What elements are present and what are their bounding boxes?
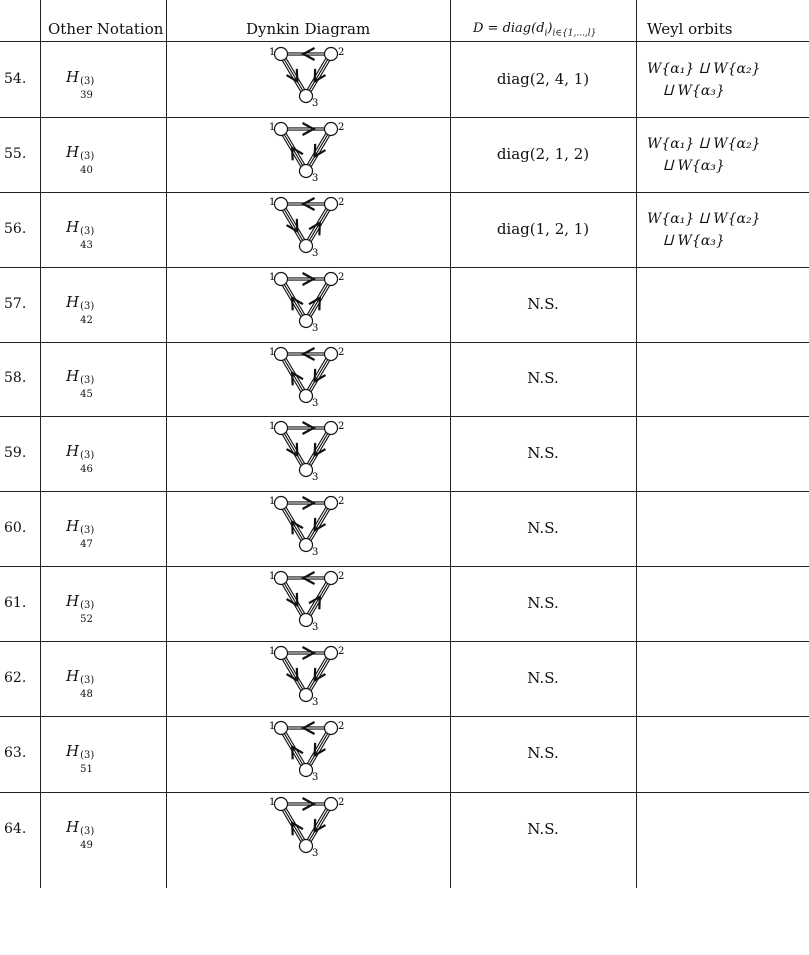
node-label-2: 2: [338, 646, 345, 657]
row-d-value: N.S.: [527, 819, 559, 838]
notation-symbol: H: [66, 142, 80, 161]
edge-1-3-line: [286, 58, 304, 89]
node-1: [275, 798, 288, 811]
weyl-line-2: ⨿ W{α₃}: [663, 233, 725, 249]
row-rule: [0, 566, 809, 567]
node-label-3: 3: [312, 772, 319, 782]
node-label-3: 3: [312, 472, 319, 482]
row-number: 58.: [4, 370, 27, 386]
row-notation: [66, 516, 95, 550]
node-label-1: 1: [269, 421, 276, 432]
dynkin-svg: [265, 196, 345, 258]
header-d-prefix: D = diag(d: [473, 21, 545, 36]
dynkin-svg: [265, 271, 345, 333]
node-label-1: 1: [269, 646, 276, 657]
dynkin-svg: [265, 420, 345, 482]
node-label-3: 3: [312, 622, 319, 632]
node-1: [275, 273, 288, 286]
node-2: [325, 422, 338, 435]
notation-sup: (3): [80, 75, 95, 87]
dynkin-svg: [265, 720, 345, 782]
row-notation: [66, 741, 95, 775]
node-3: [300, 315, 313, 328]
edge-1-3-line: [284, 810, 302, 841]
node-label-1: 1: [269, 571, 276, 582]
notation-sub: 48: [80, 688, 93, 700]
node-label-3: 3: [312, 697, 319, 707]
col-rule: [40, 0, 41, 888]
row-rule: [0, 416, 809, 417]
row-weyl-orbits: [647, 58, 761, 102]
edge-1-2-arrow: [304, 48, 315, 60]
node-2: [325, 497, 338, 510]
notation-sup: (3): [80, 674, 95, 686]
notation-symbol: H: [66, 292, 80, 311]
dynkin-svg: [265, 645, 345, 707]
weyl-line-1: W{α₁} ⨿ W{α₂}: [647, 211, 761, 227]
node-label-3: 3: [312, 547, 319, 557]
header-dynkin-diagram: Dynkin Diagram: [246, 20, 371, 38]
node-1: [275, 572, 288, 585]
edge-2-3-line: [307, 732, 325, 763]
header-weyl-orbits: Weyl orbits: [647, 20, 733, 38]
notation-sup: (3): [80, 449, 95, 461]
col-rule: [166, 0, 167, 888]
notation-sub: 43: [80, 239, 93, 251]
node-label-1: 1: [269, 496, 276, 507]
node-label-3: 3: [312, 848, 319, 858]
node-2: [325, 273, 338, 286]
col-rule: [636, 0, 637, 888]
row-rule: [0, 192, 809, 193]
row-d-value: N.S.: [527, 743, 559, 762]
edge-1-2-arrow: [303, 273, 314, 285]
node-label-2: 2: [338, 47, 345, 58]
notation-sub: 40: [80, 164, 93, 176]
edge-1-3-line: [286, 582, 304, 613]
node-2: [325, 647, 338, 660]
node-1: [275, 497, 288, 510]
edge-1-3-line: [286, 208, 304, 239]
node-label-2: 2: [338, 421, 345, 432]
node-label-2: 2: [338, 571, 345, 582]
edge-2-3-line: [307, 58, 325, 89]
row-weyl-orbits: [647, 208, 761, 252]
row-rule: [0, 792, 809, 793]
edge-2-3-line: [307, 507, 325, 538]
weyl-line-1: W{α₁} ⨿ W{α₂}: [647, 136, 761, 152]
edge-1-2-arrow: [304, 348, 315, 360]
edge-2-3-line: [307, 657, 325, 688]
node-label-1: 1: [269, 721, 276, 732]
row-rule: [0, 716, 809, 717]
row-weyl-orbits: [647, 133, 761, 177]
dynkin-diagram: [265, 346, 345, 408]
node-2: [325, 198, 338, 211]
node-1: [275, 647, 288, 660]
notation-symbol: H: [66, 367, 80, 385]
node-1: [275, 198, 288, 211]
row-number: 64.: [4, 820, 27, 837]
notation-sub: 47: [80, 538, 93, 550]
dynkin-diagram: [265, 570, 345, 632]
dynkin-diagram: [265, 271, 345, 333]
edge-1-3-line: [284, 285, 302, 316]
edge-1-2-arrow: [303, 422, 314, 434]
node-1: [275, 422, 288, 435]
notation-sup: (3): [80, 749, 95, 761]
row-number: 56.: [4, 220, 27, 237]
node-label-3: 3: [312, 173, 319, 183]
node-label-1: 1: [269, 47, 276, 58]
row-d-value: N.S.: [527, 668, 559, 687]
edge-2-3-line: [309, 584, 327, 615]
edge-2-3-line: [307, 432, 325, 463]
row-notation: [66, 441, 95, 475]
node-3: [300, 165, 313, 178]
edge-1-3-line: [286, 432, 304, 463]
row-d-value: diag(2, 4, 1): [496, 69, 590, 88]
row-number: 60.: [4, 519, 27, 536]
node-3: [300, 390, 313, 403]
node-3: [300, 764, 313, 777]
edge-1-2-arrow: [303, 497, 314, 509]
node-3: [300, 464, 313, 477]
node-label-1: 1: [269, 272, 276, 283]
node-label-3: 3: [312, 98, 319, 108]
node-2: [325, 48, 338, 61]
dynkin-diagram: [265, 46, 345, 108]
notation-symbol: H: [66, 817, 80, 836]
notation-sup: (3): [80, 300, 95, 312]
node-3: [300, 240, 313, 253]
edge-1-2-arrow: [304, 198, 315, 210]
dynkin-diagram: [265, 645, 345, 707]
node-label-1: 1: [269, 797, 276, 808]
notation-sub: 51: [80, 763, 93, 775]
node-2: [325, 798, 338, 811]
row-number: 57.: [4, 295, 27, 312]
node-3: [300, 614, 313, 627]
node-label-3: 3: [312, 248, 319, 258]
node-1: [275, 123, 288, 136]
notation-symbol: H: [66, 591, 80, 610]
dynkin-diagram: [265, 495, 345, 557]
row-number: 55.: [4, 145, 27, 162]
header-d-sub: i: [544, 28, 548, 39]
notation-sub: 49: [80, 839, 93, 851]
node-label-1: 1: [269, 197, 276, 208]
dynkin-svg: [265, 495, 345, 557]
notation-sup: (3): [80, 825, 95, 837]
row-d-value: N.S.: [527, 369, 559, 387]
header-d-close: ): [547, 21, 553, 36]
row-rule: [0, 491, 809, 492]
edge-2-3-line: [309, 210, 327, 241]
dynkin-svg: [265, 346, 345, 408]
node-label-1: 1: [269, 347, 276, 358]
node-label-2: 2: [338, 496, 345, 507]
node-2: [325, 572, 338, 585]
dynkin-svg: [265, 796, 345, 858]
edge-2-3-line: [307, 808, 325, 839]
header-rule: [0, 41, 809, 42]
node-label-2: 2: [338, 272, 345, 283]
node-1: [275, 722, 288, 735]
node-label-2: 2: [338, 347, 345, 358]
dynkin-diagram: [265, 196, 345, 258]
edge-1-2-arrow: [303, 798, 314, 810]
node-3: [300, 840, 313, 853]
row-number: 62.: [4, 669, 27, 686]
row-d-value: N.S.: [527, 294, 559, 313]
notation-symbol: H: [66, 217, 80, 236]
node-3: [300, 539, 313, 552]
dynkin-diagram: [265, 420, 345, 482]
row-notation: [66, 217, 95, 251]
notation-symbol: H: [66, 516, 80, 535]
edge-2-3-line: [307, 133, 325, 164]
edge-1-3-line: [286, 657, 304, 688]
edge-1-3-line: [284, 734, 302, 765]
node-3: [300, 689, 313, 702]
edge-1-3-line: [284, 135, 302, 166]
edge-2-3-line: [307, 358, 325, 389]
weyl-line-1: W{α₁} ⨿ W{α₂}: [647, 61, 761, 77]
dynkin-svg: [265, 570, 345, 632]
row-notation: [66, 666, 95, 700]
row-rule: [0, 641, 809, 642]
row-rule: [0, 117, 809, 118]
row-notation: [66, 67, 95, 101]
node-label-2: 2: [338, 197, 345, 208]
weyl-line-2: ⨿ W{α₃}: [663, 158, 725, 174]
notation-sub: 45: [80, 389, 93, 400]
notation-sub: 39: [80, 89, 93, 101]
row-d-value: diag(2, 1, 2): [496, 144, 590, 163]
node-label-3: 3: [312, 398, 319, 408]
header-other-notation: Other Notation: [48, 20, 164, 38]
node-2: [325, 722, 338, 735]
node-label-2: 2: [338, 797, 345, 808]
node-1: [275, 48, 288, 61]
notation-symbol: H: [66, 666, 80, 685]
node-2: [325, 348, 338, 361]
dynkin-svg: [265, 46, 345, 108]
node-3: [300, 90, 313, 103]
header-d-range: i∈{1,...,l}: [552, 28, 597, 39]
notation-sub: 46: [80, 463, 93, 475]
edge-1-2-arrow: [304, 572, 315, 584]
dynkin-diagram: [265, 720, 345, 782]
notation-symbol: H: [66, 67, 80, 86]
row-number: 63.: [4, 744, 27, 761]
row-d-value: N.S.: [527, 443, 559, 462]
node-label-2: 2: [338, 721, 345, 732]
header-d-diag: [473, 20, 596, 43]
notation-sup: (3): [80, 599, 95, 611]
row-number: 59.: [4, 444, 27, 461]
notation-sub: 42: [80, 314, 93, 326]
dynkin-diagram: [265, 796, 345, 858]
edge-1-2-arrow: [303, 123, 314, 135]
notation-sup: (3): [80, 150, 95, 162]
row-number: 54.: [4, 70, 27, 87]
row-rule: [0, 267, 809, 268]
node-label-3: 3: [312, 323, 319, 333]
row-notation: [66, 292, 95, 326]
notation-sup: (3): [80, 524, 95, 536]
node-2: [325, 123, 338, 136]
row-notation: [66, 142, 95, 176]
notation-sub: 52: [80, 613, 93, 625]
node-1: [275, 348, 288, 361]
row-notation: [66, 591, 95, 625]
notation-symbol: H: [66, 441, 80, 460]
row-number: 61.: [4, 594, 27, 611]
row-d-value: diag(1, 2, 1): [496, 219, 590, 238]
node-label-1: 1: [269, 122, 276, 133]
edge-1-3-line: [284, 509, 302, 540]
row-d-value: N.S.: [527, 518, 559, 537]
dynkin-svg: [265, 121, 345, 183]
row-notation: [66, 817, 95, 851]
node-label-2: 2: [338, 122, 345, 133]
edge-1-3-line: [284, 360, 302, 391]
dynkin-diagram: [265, 121, 345, 183]
edge-1-2-arrow: [304, 722, 315, 734]
weyl-line-2: ⨿ W{α₃}: [663, 83, 725, 99]
row-notation: [66, 367, 95, 400]
notation-sup: (3): [80, 375, 95, 386]
edge-2-3-line: [309, 285, 327, 316]
row-rule: [0, 342, 809, 343]
notation-symbol: H: [66, 741, 80, 760]
notation-sup: (3): [80, 225, 95, 237]
edge-1-2-arrow: [303, 647, 314, 659]
row-d-value: N.S.: [527, 593, 559, 612]
